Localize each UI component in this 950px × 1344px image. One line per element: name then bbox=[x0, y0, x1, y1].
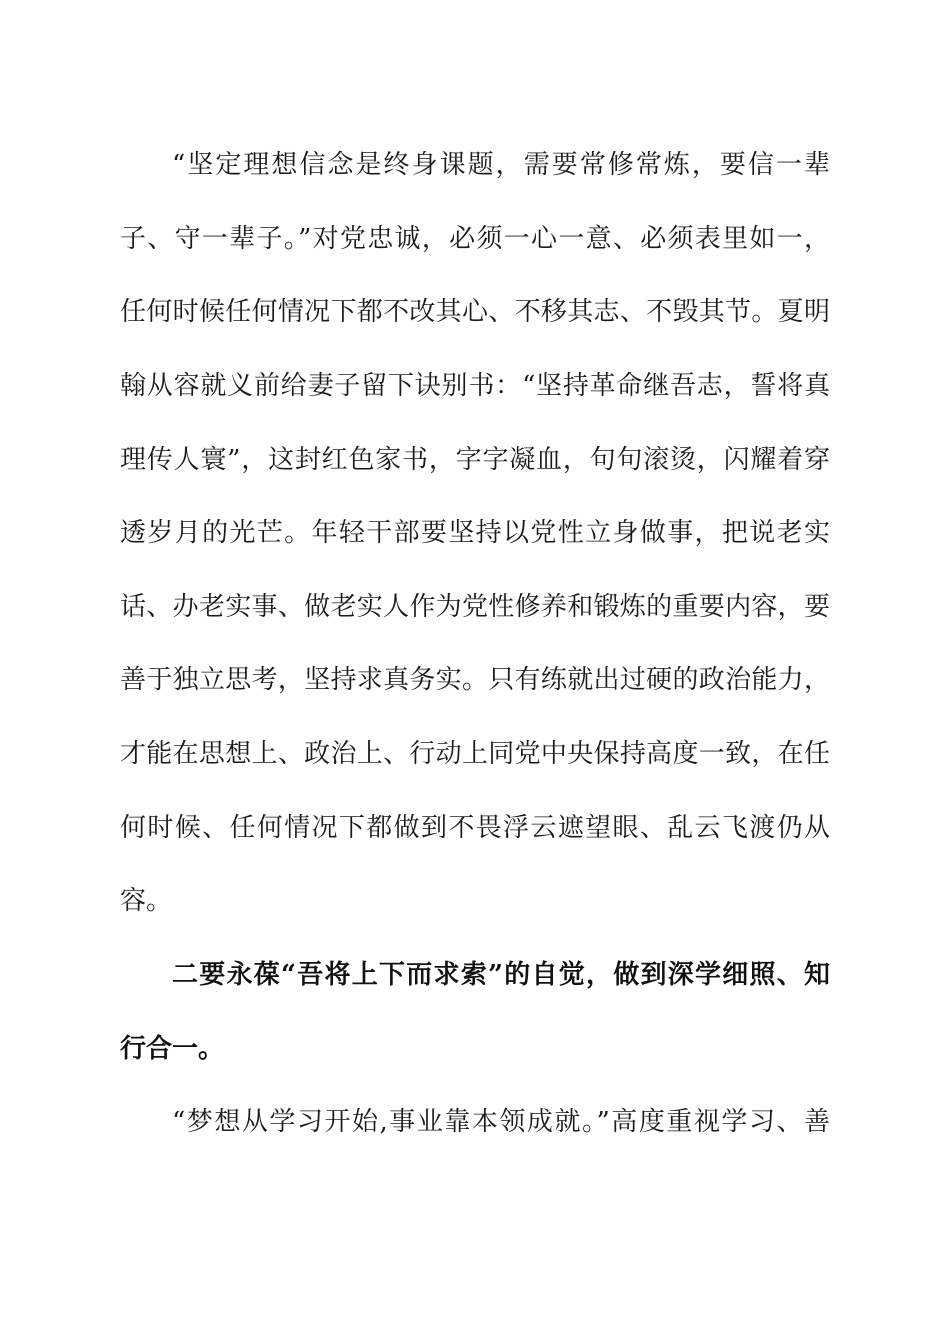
paragraph-line: 子、守一辈子。”对党忠诚，必须一心一意、必须表里如一， bbox=[120, 224, 830, 254]
paragraph-line: 翰从容就义前给妻子留下诀别书：“坚持革命继吾志，誓将真 bbox=[120, 371, 830, 401]
paragraph-line: “坚定理想信念是终身课题，需要常修常炼，要信一辈 bbox=[172, 150, 830, 180]
paragraph-line: “梦想从学习开始,事业靠本领成就。”高度重视学习、善 bbox=[172, 1107, 830, 1137]
paragraph-line: 才能在思想上、政治上、行动上同党中央保持高度一致，在任 bbox=[120, 739, 830, 769]
paragraph-line: 话、办老实事、做老实人作为党性修养和锻炼的重要内容，要 bbox=[120, 592, 830, 622]
paragraph-line: 容。 bbox=[120, 886, 173, 916]
paragraph-line: 善于独立思考，坚持求真务实。只有练就出过硬的政治能力， bbox=[120, 665, 830, 695]
section-heading-line: 行合一。 bbox=[120, 1034, 225, 1064]
paragraph-line: 理传人寰”，这封红色家书，字字凝血，句句滚烫，闪耀着穿 bbox=[120, 445, 830, 475]
paragraph-line: 任何时候任何情况下都不改其心、不移其志、不毁其节。夏明 bbox=[120, 297, 830, 327]
paragraph-line: 透岁月的光芒。年轻干部要坚持以党性立身做事，把说老实 bbox=[120, 518, 830, 548]
section-heading-line: 二要永葆“吾将上下而求索”的自觉，做到深学细照、知 bbox=[172, 960, 830, 990]
paragraph-line: 何时候、任何情况下都做到不畏浮云遮望眼、乱云飞渡仍从 bbox=[120, 813, 830, 843]
